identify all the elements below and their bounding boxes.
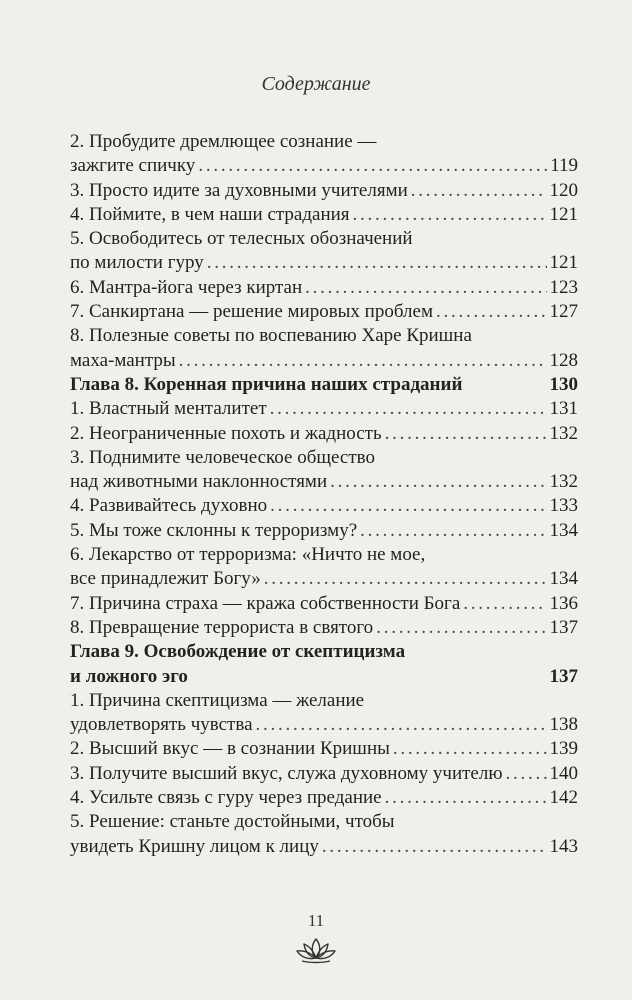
dot-leader bbox=[305, 276, 546, 300]
lotus-icon bbox=[293, 936, 339, 966]
toc-entry bbox=[70, 300, 578, 324]
toc-entry-title: все принадлежит Богу» bbox=[70, 568, 261, 590]
toc-page-number: 127 bbox=[549, 301, 578, 323]
toc-entry bbox=[70, 592, 578, 616]
toc-page-number: 119 bbox=[550, 155, 578, 177]
toc-page-number: 142 bbox=[549, 787, 578, 809]
toc-entry-title: 3. Просто идите за духовными учителями bbox=[70, 179, 408, 201]
toc-entry-title: 2. Пробудите дремлющее сознание — bbox=[70, 131, 377, 152]
toc-entry-title: 2. Высший вкус — в сознании Кришны bbox=[70, 738, 390, 760]
toc-entry-title: 8. Полезные советы по воспеванию Харе Кришна bbox=[70, 325, 472, 347]
toc-entry-title: над животными наклонностями bbox=[70, 471, 328, 493]
dot-leader bbox=[353, 203, 547, 227]
dot-leader bbox=[264, 567, 547, 591]
dot-leader bbox=[385, 422, 547, 446]
toc-entry bbox=[70, 397, 578, 421]
toc-entry bbox=[70, 616, 578, 640]
toc-chapter-heading bbox=[70, 640, 578, 664]
toc-entry bbox=[70, 324, 578, 348]
toc-page-number: 139 bbox=[549, 738, 578, 760]
toc-entry bbox=[70, 470, 578, 494]
toc-entry-title: 6. Мантра-йога через киртан bbox=[70, 276, 303, 298]
toc-entry bbox=[70, 810, 578, 834]
toc-page-number: 140 bbox=[549, 762, 578, 784]
toc-entry-title: 2. Неограниченные похоть и жадность bbox=[70, 422, 382, 444]
page-number: 11 bbox=[307, 911, 325, 930]
toc-entry-title: 5. Освободитесь от телесных обозначений bbox=[70, 228, 413, 250]
toc-entry bbox=[70, 689, 578, 713]
dot-leader bbox=[270, 397, 547, 421]
toc-entry bbox=[70, 446, 578, 470]
dot-leader bbox=[256, 713, 547, 737]
toc-entry-title: и ложного эго bbox=[70, 665, 188, 687]
toc-entry bbox=[70, 276, 578, 300]
toc-page-number: 123 bbox=[549, 276, 578, 298]
toc-entry bbox=[70, 203, 578, 227]
running-head: Содержание bbox=[261, 73, 371, 95]
toc-entry-title: 7. Санкиртана — решение мировых проблем bbox=[70, 301, 433, 323]
toc-page-number: 137 bbox=[549, 616, 578, 638]
toc-entry bbox=[70, 179, 578, 203]
toc-entry bbox=[70, 543, 578, 567]
dot-leader bbox=[385, 786, 547, 810]
toc-page-number: 143 bbox=[549, 835, 578, 857]
toc-entry-title: Глава 8. Коренная причина наших страданий bbox=[70, 373, 463, 395]
toc-entry bbox=[70, 349, 578, 373]
toc-page-number: 134 bbox=[549, 568, 578, 590]
toc-entry bbox=[70, 251, 578, 275]
toc-entry-title: 3. Получите высший вкус, служа духовному учителю bbox=[70, 762, 503, 784]
dot-leader bbox=[463, 592, 546, 616]
toc-entry bbox=[70, 713, 578, 737]
dot-leader bbox=[198, 154, 547, 178]
toc-page-number: 130 bbox=[549, 373, 578, 395]
dot-leader bbox=[411, 179, 547, 203]
toc-entry-title: 6. Лекарство от терроризма: «Ничто не мое, bbox=[70, 544, 426, 566]
dot-leader bbox=[207, 251, 547, 275]
dot-leader bbox=[330, 470, 546, 494]
toc-page-number: 133 bbox=[549, 495, 578, 517]
toc-chapter-heading bbox=[70, 665, 578, 689]
toc-page-number: 128 bbox=[549, 349, 578, 371]
toc-entry-title: увидеть Кришну лицом к лицу bbox=[70, 835, 319, 857]
toc-page-number: 131 bbox=[549, 398, 578, 420]
toc-entry-title: 5. Мы тоже склонны к терроризму? bbox=[70, 519, 358, 541]
toc-entry-title: 4. Усильте связь с гуру через предание bbox=[70, 787, 382, 809]
toc-entry-title: Глава 9. Освобождение от скептицизма bbox=[70, 641, 406, 663]
toc-entry-title: зажгите спичку bbox=[70, 155, 196, 177]
toc-entry-title: 7. Причина страха — кража собственности Бога bbox=[70, 592, 461, 614]
toc-entry bbox=[70, 519, 578, 543]
toc-entry bbox=[70, 154, 578, 178]
toc-page-number: 121 bbox=[549, 252, 578, 274]
toc-page-number: 132 bbox=[549, 471, 578, 493]
toc-entry-title: по милости гуру bbox=[70, 252, 204, 274]
toc-entry bbox=[70, 567, 578, 591]
toc-entry bbox=[70, 494, 578, 518]
toc-page-number: 132 bbox=[549, 422, 578, 444]
toc-entry-title: 4. Поймите, в чем наши страдания bbox=[70, 203, 350, 225]
toc-entry bbox=[70, 786, 578, 810]
table-of-contents bbox=[70, 130, 578, 859]
toc-entry-title: 8. Превращение террориста в святого bbox=[70, 616, 374, 638]
toc-entry-title: 4. Развивайтесь духовно bbox=[70, 495, 268, 517]
dot-leader bbox=[322, 835, 547, 859]
toc-entry bbox=[70, 422, 578, 446]
toc-entry bbox=[70, 130, 578, 154]
toc-entry-title: 5. Решение: станьте достойными, чтобы bbox=[70, 811, 395, 833]
toc-entry-title: 1. Причина скептицизма — желание bbox=[70, 689, 365, 711]
dot-leader bbox=[506, 762, 547, 786]
toc-page-number: 120 bbox=[549, 179, 578, 201]
toc-entry bbox=[70, 227, 578, 251]
dot-leader bbox=[393, 737, 547, 761]
dot-leader bbox=[270, 494, 546, 518]
toc-entry bbox=[70, 737, 578, 761]
toc-entry-title: маха-мантры bbox=[70, 349, 176, 371]
toc-entry bbox=[70, 762, 578, 786]
toc-page-number: 121 bbox=[549, 203, 578, 225]
dot-leader bbox=[179, 349, 547, 373]
dot-leader bbox=[376, 616, 546, 640]
dot-leader bbox=[436, 300, 547, 324]
toc-entry-title: 1. Властный менталитет bbox=[70, 398, 267, 420]
toc-entry bbox=[70, 835, 578, 859]
toc-entry-title: 3. Поднимите человеческое общество bbox=[70, 446, 376, 468]
toc-page-number: 134 bbox=[549, 519, 578, 541]
toc-page-number: 136 bbox=[549, 592, 578, 614]
toc-chapter-heading bbox=[70, 373, 578, 397]
toc-entry-title: удовлетворять чувства bbox=[70, 714, 253, 736]
toc-page-number: 138 bbox=[549, 714, 578, 736]
toc-page-number: 137 bbox=[549, 665, 578, 687]
dot-leader bbox=[360, 519, 546, 543]
